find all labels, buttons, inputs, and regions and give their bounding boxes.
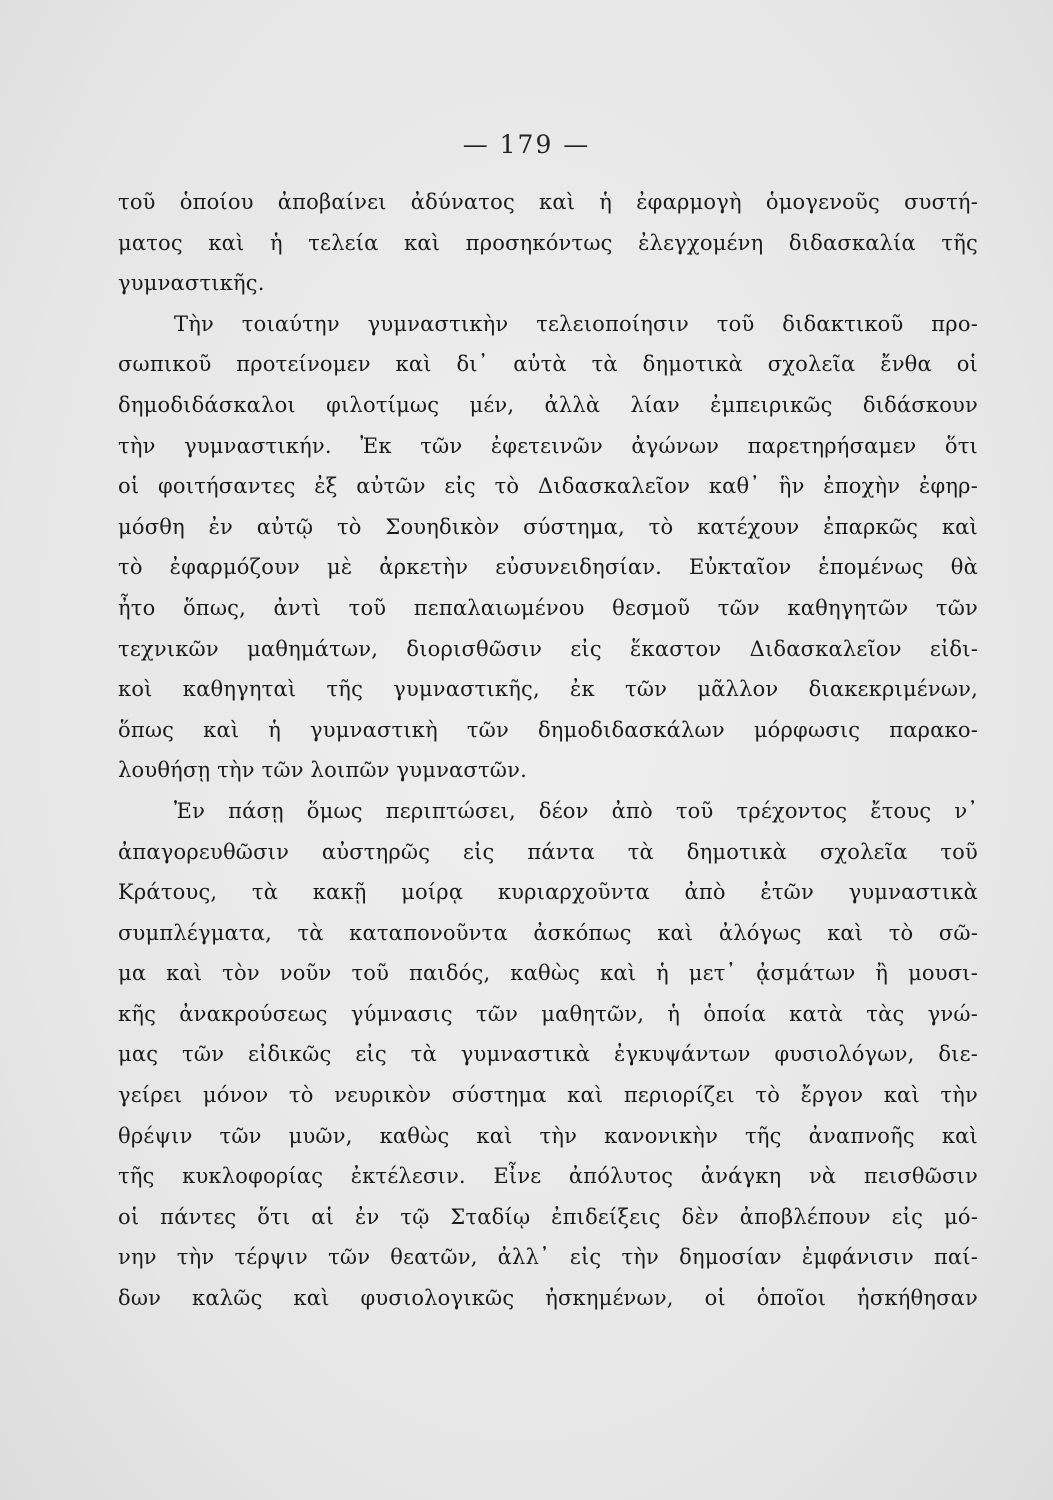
text-line: ἦτο ὅπως, ἀντὶ τοῦ πεπαλαιωμένου θεσμοῦ τῶν καθηγητῶν τῶν [118,595,978,620]
body-text [118,182,978,1319]
text-line: γυμναστικῆς. [118,271,265,296]
text-line: σωπικοῦ προτείνομεν καὶ δι᾽ αὐτὰ τὰ δημοτικὰ σχολεῖα ἔνθα οἱ [118,352,978,377]
text-line: δημοδιδάσκαλοι φιλοτίμως μέν, ἀλλὰ λίαν ἐμπειρικῶς διδάσκουν [118,392,978,417]
text-line: δων καλῶς καὶ φυσιολογικῶς ἠσκημένων, οἱ ὁποῖοι ἠσκήθησαν [118,1286,978,1311]
text-line: οἱ πάντες ὅτι αἱ ἐν τῷ Σταδίῳ ἐπιδείξεις δὲν ἀποβλέπουν εἰς μό- [118,1204,978,1229]
text-line: κοὶ καθηγηταὶ τῆς γυμναστικῆς, ἐκ τῶν μᾶλλον διακεκριμένων, [118,677,978,702]
text-line: ματος καὶ ἡ τελεία καὶ προσηκόντως ἐλεγχομένη διδασκαλία τῆς [118,230,978,255]
text-line: τεχνικῶν μαθημάτων, διορισθῶσιν εἰς ἕκαστον Διδασκαλεῖον εἰδι- [118,636,978,661]
text-line: ὅπως καὶ ἡ γυμναστικὴ τῶν δημοδιδασκάλων μόρφωσις παρακο- [118,717,978,742]
text-line: μα καὶ τὸν νοῦν τοῦ παιδός, καθὼς καὶ ἡ μετ᾽ ᾀσμάτων ἢ μουσι- [118,961,978,986]
text-line: τὸ ἐφαρμόζουν μὲ ἀρκετὴν εὐσυνειδησίαν. Εὐκταῖον ἑπομένως θὰ [118,555,978,580]
text-line: θρέψιν τῶν μυῶν, καθὼς καὶ τὴν κανονικὴν τῆς ἀναπνοῆς καὶ [118,1123,978,1148]
text-line: συμπλέγματα, τὰ καταπονοῦντα ἀσκόπως καὶ ἀλόγως καὶ τὸ σῶ- [118,920,978,945]
text-line: μας τῶν εἰδικῶς εἰς τὰ γυμναστικὰ ἐγκυψάντων φυσιολόγων, διε- [118,1042,978,1067]
text-line: Τὴν τοιαύτην γυμναστικὴν τελειοποίησιν τοῦ διδακτικοῦ προ- [174,311,978,336]
text-line: λουθήσῃ τὴν τῶν λοιπῶν γυμναστῶν. [118,758,527,783]
page-number: — 179 — [462,130,591,159]
text-line: Ἐν πάσῃ ὅμως περιπτώσει, δέον ἀπὸ τοῦ τρέχοντος ἔτους ν᾽ [174,798,978,823]
text-line: οἱ φοιτήσαντες ἐξ αὐτῶν εἰς τὸ Διδασκαλεῖον καθ᾽ ἣν ἐποχὴν ἐφηρ- [118,474,978,499]
text-line: μόσθη ἐν αὐτῷ τὸ Σουηδικὸν σύστημα, τὸ κατέχουν ἐπαρκῶς καὶ [118,514,978,539]
text-line: τῆς κυκλοφορίας ἐκτέλεσιν. Εἶνε ἀπόλυτος ἀνάγκη νὰ πεισθῶσιν [118,1164,978,1189]
text-line: γείρει μόνον τὸ νευρικὸν σύστημα καὶ περιορίζει τὸ ἔργον καὶ τὴν [118,1083,978,1108]
text-line: κῆς ἀνακρούσεως γύμνασις τῶν μαθητῶν, ἡ ὁποία κατὰ τὰς γνώ- [118,1001,978,1026]
text-line: ἀπαγορευθῶσιν αὐστηρῶς εἰς πάντα τὰ δημοτικὰ σχολεῖα τοῦ [118,839,978,864]
text-line: τοῦ ὁποίου ἀποβαίνει ἀδύνατος καὶ ἡ ἐφαρμογὴ ὁμογενοῦς συστή- [118,190,978,214]
text-line: τὴν γυμναστικήν. Ἐκ τῶν ἐφετεινῶν ἀγώνων παρετηρήσαμεν ὅτι [118,433,978,458]
text-line: Κράτους, τὰ κακῇ μοίρᾳ κυριαρχοῦντα ἀπὸ ἐτῶν γυμναστικὰ [118,880,978,905]
text-line: νην τὴν τέρψιν τῶν θεατῶν, ἀλλ᾽ εἰς τὴν δημοσίαν ἐμφάνισιν παί- [118,1245,978,1270]
